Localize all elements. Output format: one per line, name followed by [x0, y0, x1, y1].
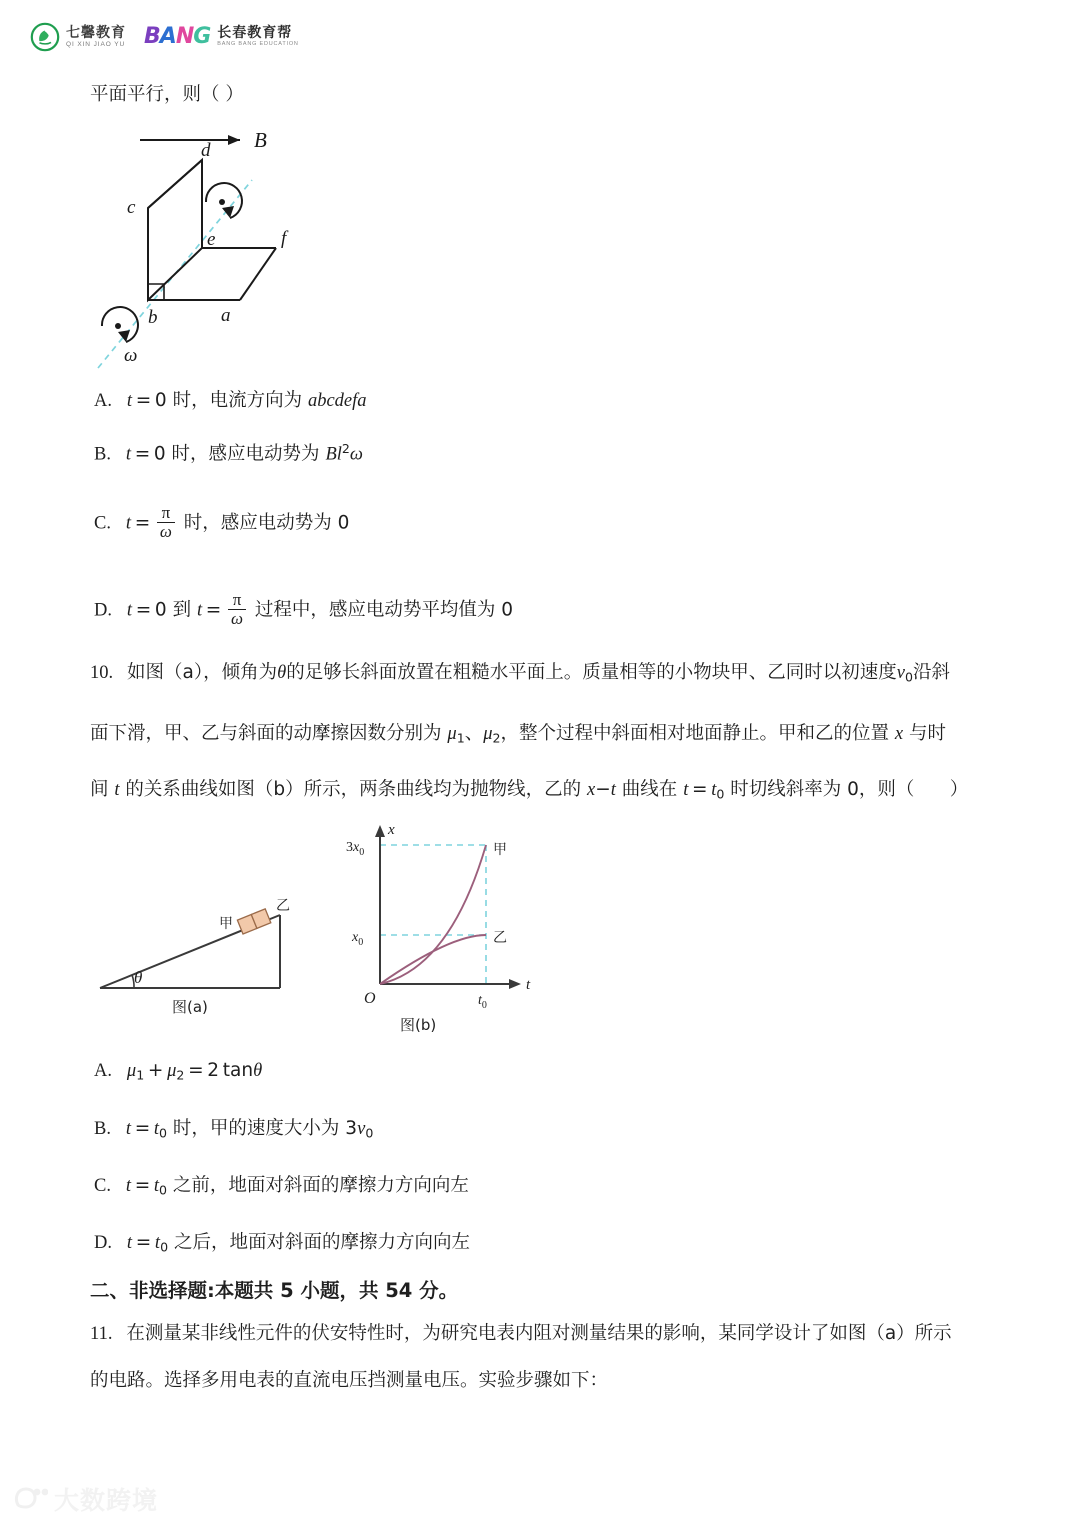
q10-figure-b-caption: 图(b)	[400, 1016, 437, 1034]
section-2-heading: 二、非选择题:本题共 5 小题，共 54 分。	[90, 1279, 459, 1302]
svg-text:x: x	[388, 822, 395, 838]
svg-text:乙: 乙	[493, 930, 507, 946]
watermark-text: 大数跨境	[54, 1485, 159, 1515]
q9-option-d-label: D.	[94, 600, 112, 621]
svg-text:甲: 甲	[219, 916, 233, 932]
svg-text:t0: $t_0$	[478, 993, 487, 1011]
q9-option-d: D. t = 0 到 t = $\frac{\pi}{\omega}$ 过程中，感应电动势平均值为 0	[94, 590, 514, 628]
bang-logo-text	[217, 26, 298, 48]
q10-option-a-label: A.	[94, 1061, 112, 1081]
q10-option-c: C. $t = t_0$ 之前，地面对斜面的摩擦力方向向左	[94, 1175, 469, 1198]
svg-text:O: O	[364, 990, 376, 1007]
q10-option-d: D. $t = t_0$ 之后，地面对斜面的摩擦力方向向左	[94, 1232, 470, 1255]
svg-text:乙: 乙	[276, 898, 290, 914]
q10-stem-line-1: 10. 如图（a），倾角为θ的足够长斜面放置在粗糙水平面上。质量相等的小物块甲、乙同时以初速度$v_0$沿斜	[90, 662, 950, 685]
q9-option-c-label: C.	[94, 513, 111, 534]
bang-education-logo	[144, 26, 299, 48]
svg-text:ω: ω	[124, 345, 138, 366]
svg-text:d: d	[201, 140, 211, 161]
q11-line-2: 的电路。选择多用电表的直流电压挡测量电压。实验步骤如下：	[90, 1370, 609, 1391]
bang-logo-pinyin: BANG BANG EDUCATION	[217, 41, 299, 48]
bang-logo-cn: 长春教育帮	[217, 25, 293, 42]
q10-option-a: A. $\mu_1 + \mu_2 = 2$ tanθ	[94, 1060, 263, 1083]
q9-option-b-label: B.	[94, 444, 111, 465]
header-logo-bar	[30, 22, 299, 52]
q10-figure-a-incline	[80, 888, 335, 1016]
q10-option-b: B. $t = t_0$ 时，甲的速度大小为 $3v_0$	[94, 1118, 374, 1141]
svg-text:a: a	[221, 305, 231, 326]
q11-number: 11.	[90, 1324, 113, 1344]
q10-option-c-label: C.	[94, 1176, 111, 1196]
svg-text:甲: 甲	[493, 842, 507, 858]
svg-text:t: t	[526, 977, 531, 993]
q9-stem-tail: 平面平行，则（ ）	[90, 84, 244, 105]
qixin-logo-text	[66, 26, 126, 49]
q9-option-d-fraction: $\frac{\pi}{\omega}$	[228, 591, 246, 628]
q9-option-c: C. t = $\frac{\pi}{\omega}$ 时，感应电动势为 0	[94, 503, 350, 541]
watermark-logo-icon	[14, 1485, 48, 1515]
qixin-logo-cn: 七馨教育	[66, 24, 126, 41]
svg-text:c: c	[127, 197, 136, 218]
svg-text:f: f	[281, 228, 287, 249]
q10-figure-a-caption: 图(a)	[172, 998, 208, 1016]
svg-text:b: b	[148, 307, 158, 328]
q9-figure-rotating-coil	[80, 118, 420, 380]
svg-text:x0: $x_0$	[352, 930, 364, 948]
q11-line-1-text: 在测量某非线性元件的伏安特性时，为研究电表内阻对测量结果的影响，某同学设计了如图（a）所示	[126, 1323, 952, 1344]
q10-figure-b-xt-graph	[338, 818, 558, 1043]
bang-wordmark-icon: BANG	[144, 24, 211, 49]
q11-line-1	[90, 1325, 952, 1344]
q10-number: 10.	[90, 663, 114, 683]
q9-option-c-fraction: $\frac{\pi}{\omega}$	[157, 504, 175, 541]
q10-stem-line-3: 间 t 的关系曲线如图（b）所示，两条曲线均为抛物线，乙的 x−t 曲线在 $t = t_0$ 时切线斜率为 0，则（ ）	[90, 779, 969, 802]
page-watermark	[14, 1485, 158, 1515]
q10-stem-line-2: 面下滑，甲、乙与斜面的动摩擦因数分别为 $\mu_1$、$\mu_2$，整个过程中斜面相对地面静止。甲和乙的位置 x 与时	[90, 723, 947, 746]
svg-text:3x0: $3x_0$	[346, 840, 365, 858]
svg-text:θ: θ	[134, 968, 143, 987]
q9-option-a: A. t = 0 时，电流方向为 abcdefa	[94, 390, 367, 411]
qixin-education-logo	[30, 22, 126, 52]
q9-option-a-label: A.	[94, 391, 112, 411]
svg-text:e: e	[207, 229, 216, 250]
q10-option-b-label: B.	[94, 1119, 111, 1139]
q10-option-d-label: D.	[94, 1233, 112, 1253]
curve-yi	[380, 935, 486, 984]
q9-option-b: B. t = 0 时，感应电动势为 Bl$^2$ω	[94, 441, 363, 465]
svg-text:B: B	[254, 128, 267, 152]
curve-jia	[380, 845, 486, 984]
qixin-emblem-icon	[30, 22, 60, 52]
qixin-logo-pinyin: QI XIN JIAO YU	[66, 40, 126, 48]
